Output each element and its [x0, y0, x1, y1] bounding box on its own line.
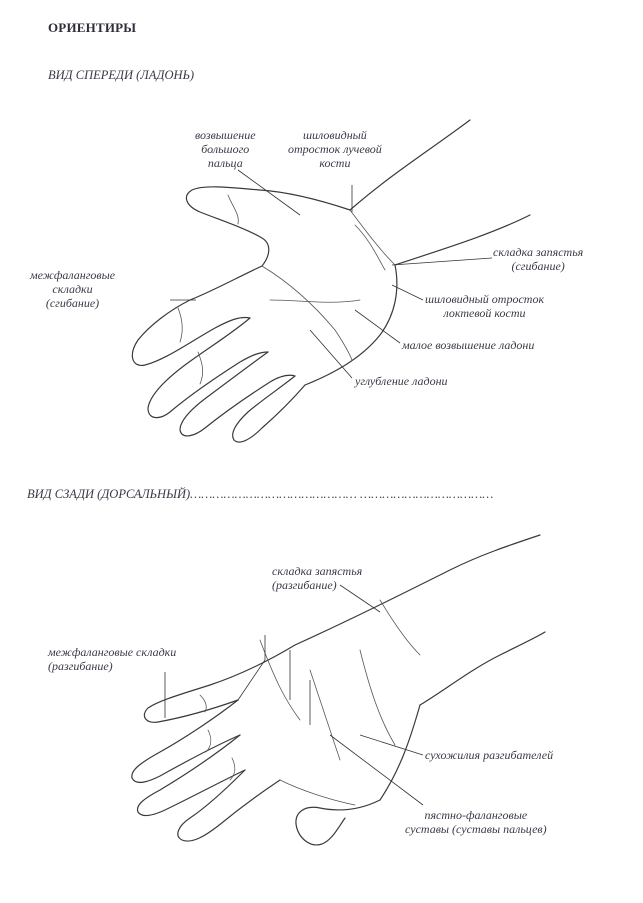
back-view-heading [27, 487, 493, 502]
page-title: ОРИЕНТИРЫ [48, 20, 137, 35]
label-wrist-crease-extension: складка запястья (разгибание) [272, 564, 363, 592]
label-wrist-crease-flexion: складка запястья (сгибание) [493, 245, 584, 273]
label-interphalangeal-flexion: межфаланговые складки (сгибание) [30, 268, 116, 310]
dorsal-leader-lines [165, 585, 423, 805]
label-palm-hollow: углубление ладони [355, 374, 448, 388]
back-view-heading-text: ВИД СЗАДИ (ДОРСАЛЬНЫЙ) [27, 487, 191, 501]
label-radial-styloid: шиловидный отросток лучевой кости [288, 128, 382, 170]
label-interphalangeal-extension: межфаланговые складки (разгибание) [48, 645, 177, 673]
front-view-heading: ВИД СПЕРЕДИ (ЛАДОНЬ) [48, 68, 195, 82]
label-thenar: возвышение большого пальца [195, 128, 256, 170]
label-mcp-joints: пястно-фаланговые суставы (суставы пальцев) [405, 808, 547, 836]
fill-in-dots: ……………………………………… ……………………………… [190, 487, 494, 501]
label-ulnar-styloid: шиловидный отросток локтевой кости [425, 292, 545, 320]
label-hypothenar: малое возвышение ладони [402, 338, 535, 352]
label-extensor-tendons: сухожилия разгибателей [425, 748, 554, 762]
